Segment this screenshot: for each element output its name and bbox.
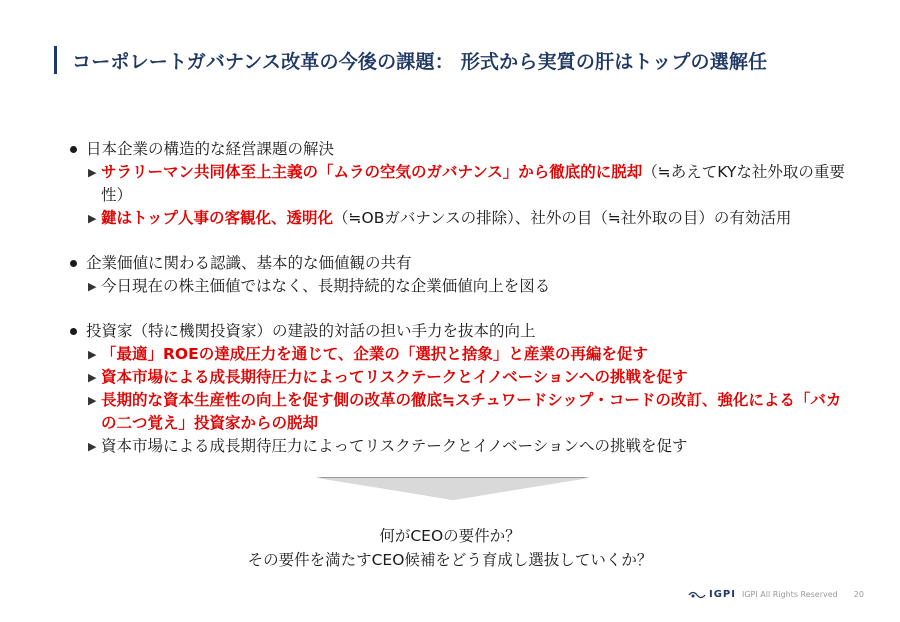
sub-bullet-3-4-text: 資本市場による成長期待圧力によってリスクテークとイノベーションへの挑戦を促す <box>101 437 688 455</box>
bullet-2 <box>68 252 848 275</box>
bullet-1 <box>68 138 848 161</box>
triangle-right-icon: ▶ <box>88 394 97 407</box>
triangle-right-icon: ▶ <box>88 280 97 293</box>
rights-text: IGPI All Rights Reserved <box>741 590 838 599</box>
section-3 <box>68 320 848 458</box>
sub-bullet-1-2-emphasis: 鍵はトップ人事の客観化、透明化 <box>101 209 334 227</box>
bullet-3 <box>68 320 848 343</box>
bullet-1-text: 日本企業の構造的な経営課題の解決 <box>86 140 335 158</box>
sub-bullet-3-4 <box>68 435 848 458</box>
footer <box>688 589 864 600</box>
triangle-right-icon: ▶ <box>88 166 97 179</box>
question-2: その要件を満たすCEO候補をどう育成し選抜していくか？ <box>247 551 653 569</box>
bullet-3-text: 投資家（特に機関投資家）の建設的対話の担い手力を抜本的向上 <box>86 322 536 340</box>
bullet-dot-icon <box>70 146 77 153</box>
triangle-right-icon: ▶ <box>88 212 97 225</box>
triangle-right-icon: ▶ <box>88 371 97 384</box>
slide-title: コーポレートガバナンス改革の今後の課題： 形式から実質の肝はトップの選解任 <box>72 51 768 73</box>
logo-text: IGPI <box>709 589 736 600</box>
sub-bullet-3-2 <box>68 366 848 389</box>
triangle-right-icon: ▶ <box>88 348 97 361</box>
sub-bullet-2-1-text: 今日現在の株主価値ではなく、長期持続的な企業価値向上を図る <box>101 277 551 295</box>
sub-bullet-1-1 <box>68 161 848 207</box>
sub-bullet-2-1 <box>68 275 848 298</box>
bullet-dot-icon <box>70 260 77 267</box>
bullet-dot-icon <box>70 328 77 335</box>
sub-bullet-3-1-emphasis: 「最適」ROEの達成圧力を通じて、企業の「選択と捨象」と産業の再編を促す <box>101 345 648 363</box>
slide-content <box>68 138 848 472</box>
section-2 <box>68 252 848 298</box>
sub-bullet-3-2-emphasis: 資本市場による成長期待圧力によってリスクテークとイノベーションへの挑戦を促す <box>101 368 688 386</box>
sub-bullet-1-1-emphasis: サラリーマン共同体至上主義の「ムラの空気のガバナンス」から徹底的に脱却 <box>101 163 643 181</box>
sub-bullet-1-2-text: （≒OBガバナンスの排除）、社外の目（≒社外取の目）の有効活用 <box>333 209 792 227</box>
logo-mark-icon <box>688 590 706 600</box>
sub-bullet-1-1-text: （≒あえてKYな社外取の重要性） <box>101 163 845 204</box>
sub-bullet-3-3-emphasis: 長期的な資本生産性の向上を促す側の改革の徹底≒スチュワードシップ・コードの改訂、強化による「バカの二つ覚え」投資家からの脱却 <box>101 391 842 432</box>
question-1: 何がCEOの要件か？ <box>379 527 521 545</box>
bullet-2-text: 企業価値に関わる認識、基本的な価値観の共有 <box>86 254 412 272</box>
section-1 <box>68 138 848 230</box>
title-accent-bar <box>54 46 57 74</box>
down-arrow-shape <box>317 478 589 500</box>
sub-bullet-3-1 <box>68 343 848 366</box>
sub-bullet-1-2 <box>68 207 848 230</box>
sub-bullet-3-3 <box>68 389 848 435</box>
page-number: 20 <box>853 590 864 599</box>
triangle-right-icon: ▶ <box>88 440 97 453</box>
igpi-logo <box>688 589 736 600</box>
